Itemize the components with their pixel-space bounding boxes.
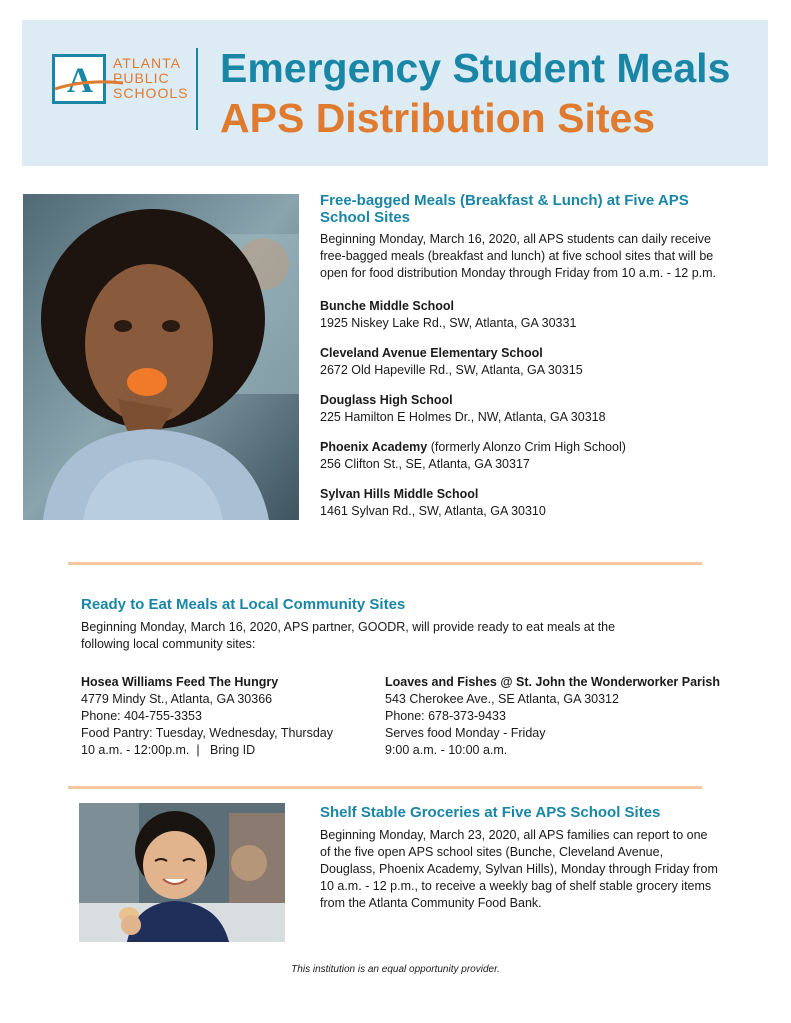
- community-site-hosea-williams: [81, 674, 371, 759]
- aps-logo: [52, 54, 106, 104]
- section-intro: Beginning Monday, March 16, 2020, all APS students can daily receive free-bagged meals (breakfast and lunch) at five school sites that will be open for food distribution Monday through Friday from 10 a.m. - 12 p.m.: [320, 232, 717, 280]
- page-subtitle: APS Distribution Sites: [220, 95, 656, 141]
- school-name: Cleveland Avenue Elementary School: [320, 346, 543, 360]
- school-entry: [320, 486, 740, 520]
- school-name: Bunche Middle School: [320, 299, 455, 313]
- school-name: Douglass High School: [320, 393, 453, 407]
- section-bagged-meals: [320, 192, 740, 520]
- logo-line: PUBLIC: [113, 70, 170, 86]
- school-name: Phoenix Academy: [320, 440, 428, 454]
- community-site-loaves-and-fishes: [385, 674, 745, 759]
- logo-letter: A: [67, 60, 93, 100]
- site-hours: 10 a.m. - 12:00p.m. | Bring ID: [81, 743, 256, 757]
- school-address: 225 Hamilton E Holmes Dr., NW, Atlanta, GA 30318: [320, 410, 606, 424]
- site-name: Loaves and Fishes @ St. John the Wonderworker Parish: [385, 675, 720, 689]
- page-title: Emergency Student Meals: [220, 45, 731, 91]
- section-divider: [68, 786, 702, 789]
- section-heading: Free-bagged Meals (Breakfast & Lunch) at Five APS School Sites: [320, 192, 689, 226]
- section-intro: Beginning Monday, March 16, 2020, APS partner, GOODR, will provide ready to eat meals at the following local community sites:: [81, 620, 616, 651]
- school-entry: [320, 439, 740, 473]
- logo-line: SCHOOLS: [113, 85, 189, 101]
- school-entry: [320, 345, 740, 379]
- site-address: 543 Cherokee Ave., SE Atlanta, GA 30312: [385, 692, 619, 706]
- section-shelf-stable-groceries: [320, 804, 720, 912]
- logo-wordmark: [113, 56, 188, 101]
- photo-boy-eating: [79, 803, 285, 942]
- school-address: 1461 Sylvan Rd., SW, Atlanta, GA 30310: [320, 504, 546, 518]
- school-note: (formerly Alonzo Crim High School): [427, 440, 626, 454]
- section-community-meals: [81, 596, 741, 653]
- photo-girl-eating-orange: [23, 194, 299, 520]
- school-address: 256 Clifton St., SE, Atlanta, GA 30317: [320, 457, 530, 471]
- footer-disclaimer: This institution is an equal opportunity provider.: [291, 964, 500, 975]
- header-divider: [196, 48, 198, 130]
- school-address: 1925 Niskey Lake Rd., SW, Atlanta, GA 30331: [320, 316, 577, 330]
- site-phone: Phone: 678-373-9433: [385, 709, 506, 723]
- site-name: Hosea Williams Feed The Hungry: [81, 675, 279, 689]
- school-name: Sylvan Hills Middle School: [320, 487, 479, 501]
- section-divider: [68, 562, 702, 565]
- site-pantry-days: Food Pantry: Tuesday, Wednesday, Thursday: [81, 726, 333, 740]
- site-serve-days: Serves food Monday - Friday: [385, 726, 546, 740]
- site-address: 4779 Mindy St., Atlanta, GA 30366: [81, 692, 273, 706]
- school-entry: [320, 392, 740, 426]
- site-hours: 9:00 a.m. - 10:00 a.m.: [385, 743, 508, 757]
- section-intro: Beginning Monday, March 23, 2020, all APS families can report to one of the five open APS school sites (Bunche, Cleveland Avenue, Douglass, Phoenix Academy, Sylvan Hills), Monday through Friday from 10 a.m. - 12 p.m., to receive a weekly bag of shelf stable grocery items from the Atlanta Community Food Bank.: [320, 828, 718, 910]
- logo-line: ATLANTA: [113, 55, 181, 71]
- section-heading: Ready to Eat Meals at Local Community Sites: [81, 596, 406, 613]
- section-heading: Shelf Stable Groceries at Five APS School Sites: [320, 804, 661, 821]
- site-phone: Phone: 404-755-3353: [81, 709, 202, 723]
- school-entry: [320, 298, 740, 332]
- school-address: 2672 Old Hapeville Rd., SW, Atlanta, GA 30315: [320, 363, 583, 377]
